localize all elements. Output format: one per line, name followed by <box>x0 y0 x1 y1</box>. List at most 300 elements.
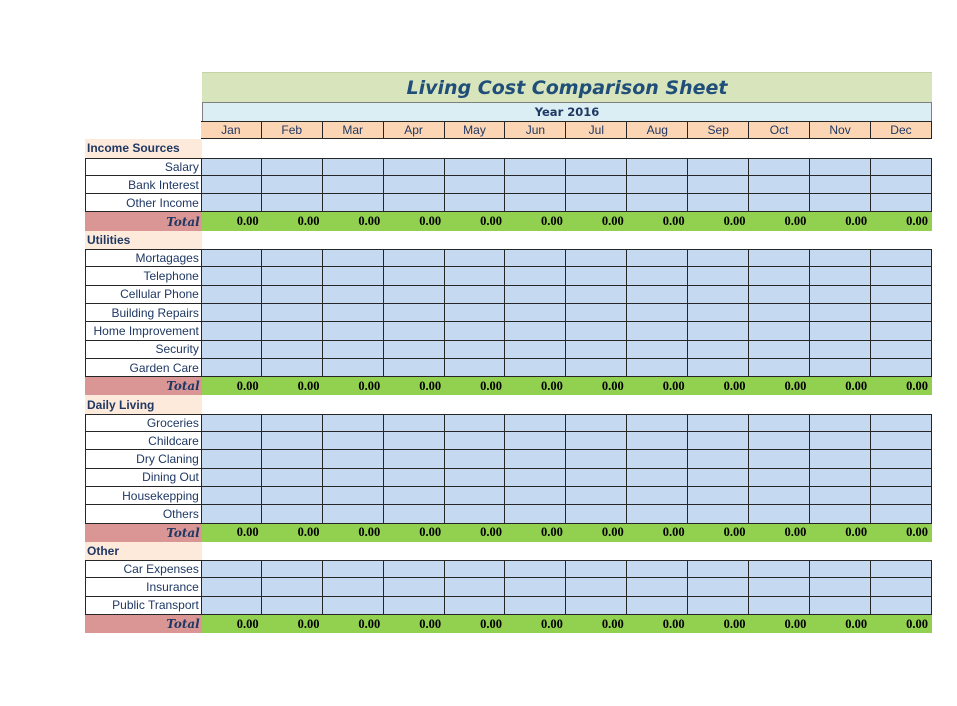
row-label[interactable]: Groceries <box>85 414 201 432</box>
value-cell[interactable] <box>262 176 323 194</box>
total-value-cell[interactable]: 0.00 <box>871 377 932 395</box>
value-cell[interactable] <box>566 597 627 615</box>
value-cell[interactable] <box>262 450 323 468</box>
value-cell[interactable] <box>201 597 262 615</box>
value-cell[interactable] <box>445 432 506 450</box>
total-value-cell[interactable]: 0.00 <box>202 524 263 542</box>
value-cell[interactable] <box>688 322 749 340</box>
value-cell[interactable] <box>871 578 932 596</box>
row-label[interactable]: Cellular Phone <box>85 286 201 304</box>
value-cell[interactable] <box>749 560 810 578</box>
total-value-cell[interactable]: 0.00 <box>810 615 871 633</box>
value-cell[interactable] <box>262 597 323 615</box>
value-cell[interactable] <box>384 322 445 340</box>
section-title[interactable]: Income Sources <box>85 139 202 157</box>
month-header-nov[interactable]: Nov <box>810 121 871 139</box>
value-cell[interactable] <box>445 176 506 194</box>
total-value-cell[interactable]: 0.00 <box>202 377 263 395</box>
value-cell[interactable] <box>445 286 506 304</box>
row-label[interactable]: Security <box>85 341 201 359</box>
value-cell[interactable] <box>384 560 445 578</box>
value-cell[interactable] <box>323 432 384 450</box>
value-cell[interactable] <box>384 194 445 212</box>
value-cell[interactable] <box>627 414 688 432</box>
value-cell[interactable] <box>384 304 445 322</box>
value-cell[interactable] <box>688 560 749 578</box>
value-cell[interactable] <box>566 341 627 359</box>
value-cell[interactable] <box>505 359 566 377</box>
month-header-apr[interactable]: Apr <box>384 121 445 139</box>
value-cell[interactable] <box>262 267 323 285</box>
row-label[interactable]: Public Transport <box>85 597 201 615</box>
value-cell[interactable] <box>627 432 688 450</box>
value-cell[interactable] <box>566 578 627 596</box>
value-cell[interactable] <box>384 578 445 596</box>
value-cell[interactable] <box>810 286 871 304</box>
value-cell[interactable] <box>627 487 688 505</box>
value-cell[interactable] <box>505 432 566 450</box>
total-value-cell[interactable]: 0.00 <box>749 524 810 542</box>
total-value-cell[interactable]: 0.00 <box>749 377 810 395</box>
value-cell[interactable] <box>384 469 445 487</box>
value-cell[interactable] <box>323 322 384 340</box>
value-cell[interactable] <box>201 249 262 267</box>
value-cell[interactable] <box>201 505 262 523</box>
value-cell[interactable] <box>201 432 262 450</box>
value-cell[interactable] <box>262 560 323 578</box>
value-cell[interactable] <box>871 267 932 285</box>
total-value-cell[interactable]: 0.00 <box>384 212 445 230</box>
sheet-title-cell[interactable] <box>202 72 932 102</box>
value-cell[interactable] <box>688 578 749 596</box>
value-cell[interactable] <box>749 194 810 212</box>
total-value-cell[interactable]: 0.00 <box>567 615 628 633</box>
value-cell[interactable] <box>871 597 932 615</box>
section-title[interactable]: Other <box>85 542 202 560</box>
value-cell[interactable] <box>871 286 932 304</box>
value-cell[interactable] <box>384 158 445 176</box>
value-cell[interactable] <box>505 249 566 267</box>
total-value-cell[interactable]: 0.00 <box>263 524 324 542</box>
value-cell[interactable] <box>384 341 445 359</box>
value-cell[interactable] <box>505 341 566 359</box>
total-value-cell[interactable]: 0.00 <box>323 377 384 395</box>
value-cell[interactable] <box>201 176 262 194</box>
value-cell[interactable] <box>323 578 384 596</box>
month-header-may[interactable]: May <box>445 121 506 139</box>
value-cell[interactable] <box>384 597 445 615</box>
value-cell[interactable] <box>688 432 749 450</box>
value-cell[interactable] <box>201 414 262 432</box>
value-cell[interactable] <box>566 505 627 523</box>
value-cell[interactable] <box>262 341 323 359</box>
value-cell[interactable] <box>262 469 323 487</box>
value-cell[interactable] <box>323 267 384 285</box>
value-cell[interactable] <box>566 194 627 212</box>
month-header-dec[interactable]: Dec <box>871 121 932 139</box>
value-cell[interactable] <box>201 158 262 176</box>
value-cell[interactable] <box>505 322 566 340</box>
value-cell[interactable] <box>627 304 688 322</box>
total-value-cell[interactable]: 0.00 <box>445 615 506 633</box>
total-value-cell[interactable]: 0.00 <box>202 615 263 633</box>
value-cell[interactable] <box>810 450 871 468</box>
value-cell[interactable] <box>445 158 506 176</box>
value-cell[interactable] <box>749 158 810 176</box>
value-cell[interactable] <box>445 322 506 340</box>
value-cell[interactable] <box>810 469 871 487</box>
value-cell[interactable] <box>871 341 932 359</box>
value-cell[interactable] <box>566 322 627 340</box>
total-value-cell[interactable]: 0.00 <box>384 524 445 542</box>
value-cell[interactable] <box>749 505 810 523</box>
value-cell[interactable] <box>323 450 384 468</box>
total-value-cell[interactable]: 0.00 <box>384 615 445 633</box>
total-value-cell[interactable]: 0.00 <box>263 212 324 230</box>
value-cell[interactable] <box>262 414 323 432</box>
value-cell[interactable] <box>688 597 749 615</box>
value-cell[interactable] <box>201 450 262 468</box>
total-value-cell[interactable]: 0.00 <box>445 377 506 395</box>
value-cell[interactable] <box>505 304 566 322</box>
total-value-cell[interactable]: 0.00 <box>506 212 567 230</box>
value-cell[interactable] <box>749 249 810 267</box>
value-cell[interactable] <box>749 341 810 359</box>
value-cell[interactable] <box>505 560 566 578</box>
value-cell[interactable] <box>566 304 627 322</box>
value-cell[interactable] <box>871 560 932 578</box>
total-label[interactable]: Total <box>85 615 202 633</box>
value-cell[interactable] <box>688 286 749 304</box>
value-cell[interactable] <box>505 469 566 487</box>
value-cell[interactable] <box>566 414 627 432</box>
total-value-cell[interactable]: 0.00 <box>871 212 932 230</box>
value-cell[interactable] <box>810 322 871 340</box>
row-label[interactable]: Other Income <box>85 194 201 212</box>
value-cell[interactable] <box>810 505 871 523</box>
value-cell[interactable] <box>505 487 566 505</box>
value-cell[interactable] <box>871 414 932 432</box>
value-cell[interactable] <box>445 267 506 285</box>
value-cell[interactable] <box>627 597 688 615</box>
value-cell[interactable] <box>201 322 262 340</box>
value-cell[interactable] <box>688 158 749 176</box>
value-cell[interactable] <box>445 469 506 487</box>
value-cell[interactable] <box>749 322 810 340</box>
value-cell[interactable] <box>749 359 810 377</box>
value-cell[interactable] <box>262 249 323 267</box>
total-value-cell[interactable]: 0.00 <box>689 615 750 633</box>
value-cell[interactable] <box>384 414 445 432</box>
total-value-cell[interactable]: 0.00 <box>749 212 810 230</box>
total-value-cell[interactable]: 0.00 <box>689 524 750 542</box>
value-cell[interactable] <box>262 505 323 523</box>
value-cell[interactable] <box>384 176 445 194</box>
value-cell[interactable] <box>384 450 445 468</box>
value-cell[interactable] <box>566 359 627 377</box>
value-cell[interactable] <box>323 158 384 176</box>
value-cell[interactable] <box>323 249 384 267</box>
total-value-cell[interactable]: 0.00 <box>506 615 567 633</box>
value-cell[interactable] <box>505 194 566 212</box>
section-title[interactable]: Daily Living <box>85 395 202 413</box>
value-cell[interactable] <box>505 176 566 194</box>
total-value-cell[interactable]: 0.00 <box>628 212 689 230</box>
value-cell[interactable] <box>384 286 445 304</box>
value-cell[interactable] <box>262 286 323 304</box>
row-label[interactable]: Salary <box>85 158 201 176</box>
value-cell[interactable] <box>688 304 749 322</box>
value-cell[interactable] <box>505 286 566 304</box>
total-value-cell[interactable]: 0.00 <box>810 377 871 395</box>
month-header-sep[interactable]: Sep <box>688 121 749 139</box>
month-header-oct[interactable]: Oct <box>749 121 810 139</box>
row-label[interactable]: Insurance <box>85 578 201 596</box>
value-cell[interactable] <box>810 194 871 212</box>
value-cell[interactable] <box>201 487 262 505</box>
value-cell[interactable] <box>871 322 932 340</box>
value-cell[interactable] <box>566 469 627 487</box>
value-cell[interactable] <box>871 176 932 194</box>
value-cell[interactable] <box>384 249 445 267</box>
total-value-cell[interactable]: 0.00 <box>871 615 932 633</box>
value-cell[interactable] <box>445 359 506 377</box>
total-value-cell[interactable]: 0.00 <box>445 212 506 230</box>
value-cell[interactable] <box>262 304 323 322</box>
value-cell[interactable] <box>323 176 384 194</box>
month-header-aug[interactable]: Aug <box>627 121 688 139</box>
value-cell[interactable] <box>566 450 627 468</box>
value-cell[interactable] <box>384 267 445 285</box>
value-cell[interactable] <box>262 359 323 377</box>
value-cell[interactable] <box>810 158 871 176</box>
value-cell[interactable] <box>323 487 384 505</box>
value-cell[interactable] <box>810 359 871 377</box>
value-cell[interactable] <box>445 194 506 212</box>
value-cell[interactable] <box>749 450 810 468</box>
value-cell[interactable] <box>323 469 384 487</box>
value-cell[interactable] <box>384 487 445 505</box>
value-cell[interactable] <box>566 249 627 267</box>
value-cell[interactable] <box>445 487 506 505</box>
value-cell[interactable] <box>262 322 323 340</box>
total-value-cell[interactable]: 0.00 <box>749 615 810 633</box>
value-cell[interactable] <box>871 505 932 523</box>
value-cell[interactable] <box>688 450 749 468</box>
value-cell[interactable] <box>871 487 932 505</box>
value-cell[interactable] <box>627 176 688 194</box>
total-value-cell[interactable]: 0.00 <box>263 615 324 633</box>
value-cell[interactable] <box>627 158 688 176</box>
section-title[interactable]: Utilities <box>85 231 202 249</box>
value-cell[interactable] <box>688 267 749 285</box>
value-cell[interactable] <box>566 267 627 285</box>
value-cell[interactable] <box>810 578 871 596</box>
value-cell[interactable] <box>749 597 810 615</box>
value-cell[interactable] <box>384 505 445 523</box>
value-cell[interactable] <box>871 249 932 267</box>
row-label[interactable]: Bank Interest <box>85 176 201 194</box>
value-cell[interactable] <box>201 341 262 359</box>
value-cell[interactable] <box>749 414 810 432</box>
value-cell[interactable] <box>871 158 932 176</box>
value-cell[interactable] <box>688 194 749 212</box>
row-label[interactable]: Others <box>85 505 201 523</box>
value-cell[interactable] <box>201 286 262 304</box>
value-cell[interactable] <box>201 194 262 212</box>
value-cell[interactable] <box>810 176 871 194</box>
value-cell[interactable] <box>445 341 506 359</box>
value-cell[interactable] <box>384 432 445 450</box>
value-cell[interactable] <box>505 505 566 523</box>
month-header-feb[interactable]: Feb <box>262 121 323 139</box>
value-cell[interactable] <box>445 505 506 523</box>
value-cell[interactable] <box>566 487 627 505</box>
value-cell[interactable] <box>445 560 506 578</box>
value-cell[interactable] <box>688 487 749 505</box>
month-header-mar[interactable]: Mar <box>323 121 384 139</box>
value-cell[interactable] <box>749 432 810 450</box>
value-cell[interactable] <box>627 194 688 212</box>
value-cell[interactable] <box>566 286 627 304</box>
value-cell[interactable] <box>323 304 384 322</box>
total-value-cell[interactable]: 0.00 <box>202 212 263 230</box>
value-cell[interactable] <box>505 450 566 468</box>
year-cell[interactable]: Year 2016 <box>202 102 932 121</box>
value-cell[interactable] <box>810 597 871 615</box>
value-cell[interactable] <box>505 597 566 615</box>
value-cell[interactable] <box>201 578 262 596</box>
row-label[interactable]: Mortagages <box>85 249 201 267</box>
total-value-cell[interactable]: 0.00 <box>323 615 384 633</box>
value-cell[interactable] <box>323 505 384 523</box>
value-cell[interactable] <box>323 341 384 359</box>
value-cell[interactable] <box>627 286 688 304</box>
value-cell[interactable] <box>627 322 688 340</box>
value-cell[interactable] <box>323 194 384 212</box>
value-cell[interactable] <box>566 432 627 450</box>
total-value-cell[interactable]: 0.00 <box>506 377 567 395</box>
total-value-cell[interactable]: 0.00 <box>628 377 689 395</box>
value-cell[interactable] <box>749 286 810 304</box>
value-cell[interactable] <box>688 359 749 377</box>
value-cell[interactable] <box>749 469 810 487</box>
value-cell[interactable] <box>688 505 749 523</box>
total-value-cell[interactable]: 0.00 <box>323 524 384 542</box>
value-cell[interactable] <box>323 414 384 432</box>
value-cell[interactable] <box>627 560 688 578</box>
value-cell[interactable] <box>810 487 871 505</box>
value-cell[interactable] <box>627 267 688 285</box>
value-cell[interactable] <box>262 158 323 176</box>
value-cell[interactable] <box>201 304 262 322</box>
value-cell[interactable] <box>201 359 262 377</box>
value-cell[interactable] <box>201 267 262 285</box>
total-value-cell[interactable]: 0.00 <box>323 212 384 230</box>
row-label[interactable]: Garden Care <box>85 359 201 377</box>
row-label[interactable]: Building Repairs <box>85 304 201 322</box>
value-cell[interactable] <box>505 578 566 596</box>
value-cell[interactable] <box>749 487 810 505</box>
value-cell[interactable] <box>810 267 871 285</box>
value-cell[interactable] <box>749 267 810 285</box>
month-header-jul[interactable]: Jul <box>566 121 627 139</box>
value-cell[interactable] <box>810 249 871 267</box>
value-cell[interactable] <box>871 469 932 487</box>
value-cell[interactable] <box>505 267 566 285</box>
total-value-cell[interactable]: 0.00 <box>506 524 567 542</box>
value-cell[interactable] <box>323 359 384 377</box>
row-label[interactable]: Housekepping <box>85 487 201 505</box>
value-cell[interactable] <box>871 194 932 212</box>
value-cell[interactable] <box>627 249 688 267</box>
value-cell[interactable] <box>445 597 506 615</box>
total-value-cell[interactable]: 0.00 <box>689 212 750 230</box>
value-cell[interactable] <box>688 341 749 359</box>
total-value-cell[interactable]: 0.00 <box>384 377 445 395</box>
value-cell[interactable] <box>262 194 323 212</box>
value-cell[interactable] <box>810 304 871 322</box>
value-cell[interactable] <box>566 158 627 176</box>
value-cell[interactable] <box>323 597 384 615</box>
value-cell[interactable] <box>323 286 384 304</box>
row-label[interactable]: Childcare <box>85 432 201 450</box>
value-cell[interactable] <box>566 176 627 194</box>
row-label[interactable]: Telephone <box>85 267 201 285</box>
value-cell[interactable] <box>627 469 688 487</box>
value-cell[interactable] <box>749 176 810 194</box>
value-cell[interactable] <box>505 414 566 432</box>
value-cell[interactable] <box>627 505 688 523</box>
row-label[interactable]: Dining Out <box>85 469 201 487</box>
value-cell[interactable] <box>384 359 445 377</box>
value-cell[interactable] <box>445 578 506 596</box>
row-label[interactable]: Dry Claning <box>85 450 201 468</box>
value-cell[interactable] <box>566 560 627 578</box>
value-cell[interactable] <box>445 414 506 432</box>
value-cell[interactable] <box>262 432 323 450</box>
value-cell[interactable] <box>871 304 932 322</box>
value-cell[interactable] <box>323 560 384 578</box>
total-value-cell[interactable]: 0.00 <box>567 377 628 395</box>
total-value-cell[interactable]: 0.00 <box>263 377 324 395</box>
row-label[interactable]: Car Expenses <box>85 560 201 578</box>
total-value-cell[interactable]: 0.00 <box>871 524 932 542</box>
value-cell[interactable] <box>749 304 810 322</box>
value-cell[interactable] <box>627 450 688 468</box>
value-cell[interactable] <box>810 432 871 450</box>
total-value-cell[interactable]: 0.00 <box>445 524 506 542</box>
total-value-cell[interactable]: 0.00 <box>567 524 628 542</box>
value-cell[interactable] <box>871 432 932 450</box>
total-label[interactable]: Total <box>85 377 202 395</box>
month-header-jan[interactable]: Jan <box>201 121 262 139</box>
month-header-jun[interactable]: Jun <box>505 121 566 139</box>
value-cell[interactable] <box>262 487 323 505</box>
value-cell[interactable] <box>810 560 871 578</box>
total-value-cell[interactable]: 0.00 <box>810 212 871 230</box>
total-value-cell[interactable]: 0.00 <box>628 615 689 633</box>
value-cell[interactable] <box>810 414 871 432</box>
value-cell[interactable] <box>688 176 749 194</box>
value-cell[interactable] <box>262 578 323 596</box>
value-cell[interactable] <box>445 249 506 267</box>
value-cell[interactable] <box>810 341 871 359</box>
value-cell[interactable] <box>688 469 749 487</box>
row-label[interactable]: Home Improvement <box>85 322 201 340</box>
total-value-cell[interactable]: 0.00 <box>628 524 689 542</box>
value-cell[interactable] <box>749 578 810 596</box>
